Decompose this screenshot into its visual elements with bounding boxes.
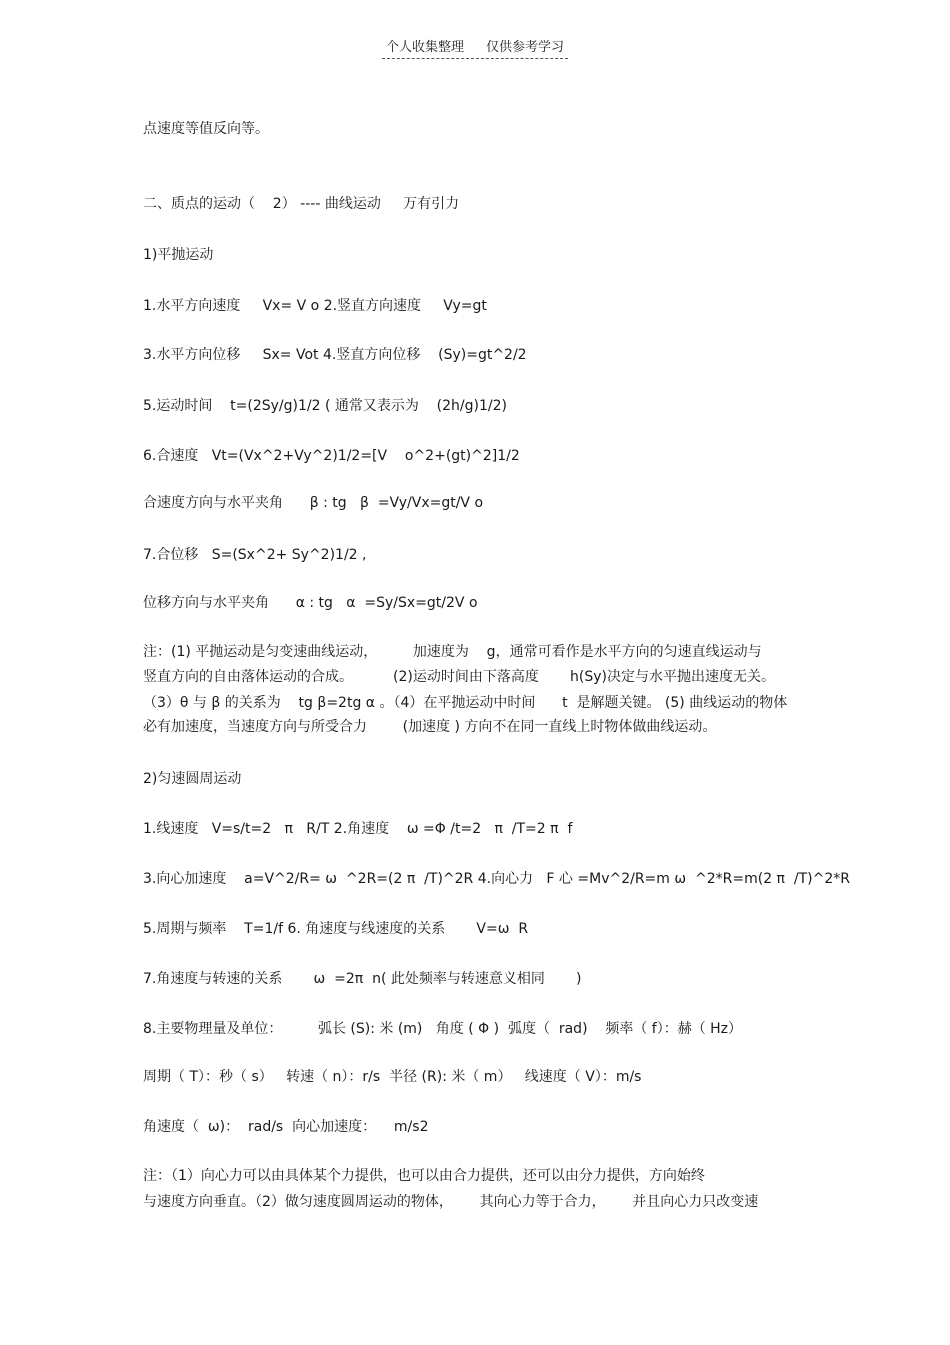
note-line: （3）θ 与 β 的关系为 tg β=2tg α 。（4）在平抛运动中时间 t 是解题关键。 (5) 曲线运动的物体 xyxy=(143,695,788,711)
subsection-heading: 2)匀速圆周运动 xyxy=(143,771,242,787)
units-line: 角速度（ ω)： rad/s 向心加速度： m/s2 xyxy=(143,1119,429,1135)
section-heading: 二、质点的运动（ 2） ---- 曲线运动 万有引力 xyxy=(143,196,460,212)
note-line: 注：（1）向心力可以由具体某个力提供，也可以由合力提供，还可以由分力提供，方向始终 xyxy=(143,1168,705,1184)
formula-line: 7.合位移 S=(Sx^2+ Sy^2)1/2 , xyxy=(143,547,367,563)
formula-line: 5.周期与频率 T=1/f 6. 角速度与线速度的关系 V=ω R xyxy=(143,921,529,937)
units-line: 8.主要物理量及单位： 弧长 (S): 米 (m) 角度 ( Φ ) 弧度（ rad) 频率（ f）：赫（ Hz） xyxy=(143,1021,743,1037)
formula-line: 位移方向与水平夹角 α : tg α =Sy/Sx=gt/2V o xyxy=(143,595,478,611)
formula-line: 合速度方向与水平夹角 β : tg β =Vy/Vx=gt/V o xyxy=(143,495,484,511)
formula-line: 3.向心加速度 a=V^2/R= ω ^2R=(2 π /T)^2R 4.向心力 F 心 =Mv^2/R=m ω ^2*R=m(2 π /T)^2*R xyxy=(143,871,850,887)
subsection-heading: 1)平抛运动 xyxy=(143,247,214,263)
header-left-text: 个人收集整理 xyxy=(385,40,464,55)
units-line: 周期（ T）：秒（ s） 转速（ n）：r/s 半径 (R): 米（ m） 线速度（ V）：m/s xyxy=(143,1069,642,1085)
note-line: 与速度方向垂直。（2）做匀速度圆周运动的物体， 其向心力等于合力， 并且向心力只改变速 xyxy=(143,1194,759,1210)
text-line: 点速度等值反向等。 xyxy=(143,121,269,137)
header-divider xyxy=(382,58,568,59)
formula-line: 3.水平方向位移 Sx= Vot 4.竖直方向位移 (Sy)=gt^2/2 xyxy=(143,347,527,363)
formula-line: 1.线速度 V=s/t=2 π R/T 2.角速度 ω =Φ /t=2 π /T=2 π f xyxy=(143,821,573,837)
note-line: 注：(1) 平抛运动是匀变速曲线运动， 加速度为 g，通常可看作是水平方向的匀速直线运动与 xyxy=(143,644,762,660)
formula-line: 5.运动时间 t=(2Sy/g)1/2 ( 通常又表示为 (2h/g)1/2) xyxy=(143,398,507,414)
header-right-text: 仅供参考学习 xyxy=(486,40,565,55)
formula-line: 7.角速度与转速的关系 ω =2π n( 此处频率与转速意义相同 ) xyxy=(143,971,582,987)
page-header xyxy=(382,40,568,56)
formula-line: 1.水平方向速度 Vx= V o 2.竖直方向速度 Vy=gt xyxy=(143,298,487,314)
note-line: 竖直方向的自由落体运动的合成。 (2)运动时间由下落高度 h(Sy)决定与水平抛出速度无关。 xyxy=(143,669,776,685)
note-line: 必有加速度，当速度方向与所受合力 (加速度 ) 方向不在同一直线上时物体做曲线运动。 xyxy=(143,719,717,735)
formula-line: 6.合速度 Vt=(Vx^2+Vy^2)1/2=[V o^2+(gt)^2]1/2 xyxy=(143,448,520,464)
